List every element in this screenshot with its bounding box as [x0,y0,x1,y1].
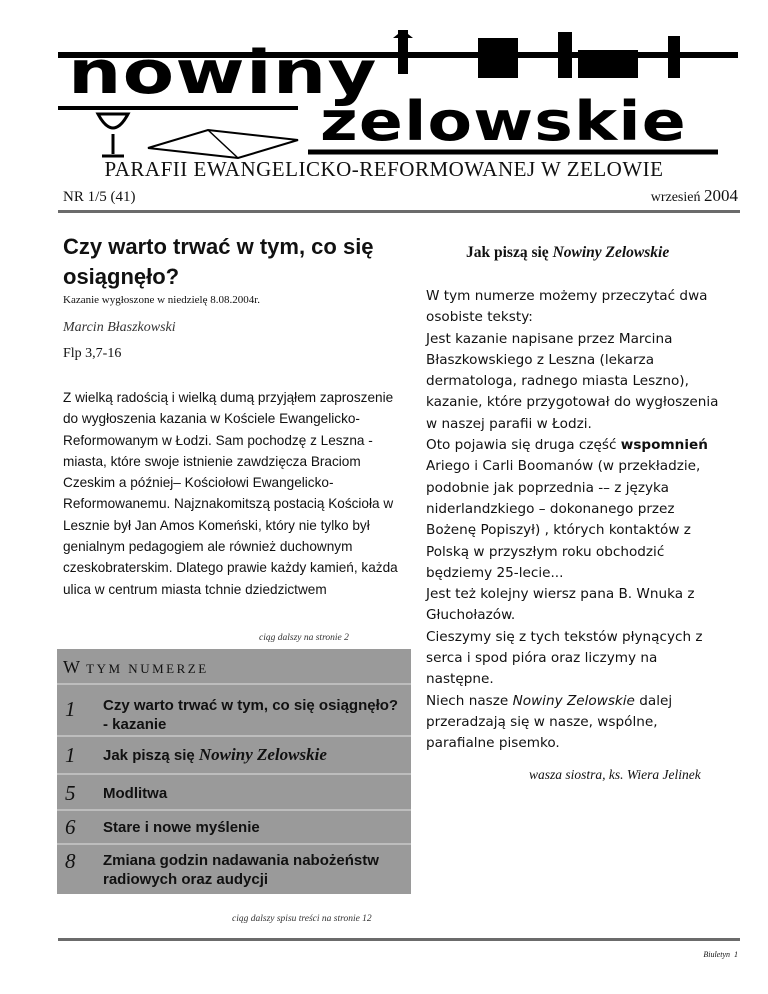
toc-item-title-prefix: Jak piszą się [103,747,199,764]
table-of-contents [57,649,411,894]
masthead-word-2: zelowskie [320,90,687,153]
side-text: Oto pojawia się druga część [426,437,621,454]
toc-item[interactable] [57,735,411,775]
toc-heading [63,657,209,678]
toc-page-number: 6 [65,815,76,839]
header-rule [58,210,740,213]
toc-continued-note: ciąg dalszy spisu treści na stronie 12 [232,914,372,924]
toc-page-number: 5 [65,781,76,805]
side-paragraph [426,435,726,584]
toc-item-title [103,745,403,765]
side-article-title-prefix: Jak piszą się [466,244,553,261]
signature: wasza siostra, ks. Wiera Jelinek [529,767,701,782]
masthead-subtitle: PARAFII EWANGELICKO-REFORMOWANEJ W ZELOWIE [104,157,664,181]
toc-heading-rest: TYM NUMERZE [86,661,209,676]
side-paragraph: Jest kazanie napisane przez Marcina Błaszkowskiego z Leszna (lekarza dermatologa, radnego miasta Leszno), kazanie, które przygotował do wygłoszenia w naszej parafii w Łodzi. [426,330,719,432]
side-text: Ariego i Carli Boomanów (w przekładzie, podobnie jak poprzednia -– z języka niderlandzkiego – dokonanego przez Bożenę Popiszył) , których kontaktów z Polską w przyszłym roku obchodzić będziemy 25-lecie... [426,458,701,581]
bible-reference: Flp 3,7-16 [63,346,122,361]
side-article-title-emphasis: Nowiny Zelowskie [552,244,670,261]
toc-page-number: 1 [65,743,76,767]
side-paragraph: W tym numerze możemy przeczytać dwa osobiste teksty: [426,288,708,326]
toc-page-number: 8 [65,849,76,873]
side-text: dalej przeradzają się w nasze, wspólne, parafialne pisemko. [426,692,673,752]
footer-page-number: 1 [734,950,738,959]
side-article-body [426,286,726,755]
issue-month: wrzesień [650,190,701,205]
side-text: Niech nasze [426,692,513,709]
toc-page-number: 1 [65,697,76,721]
toc-item-title: Modlitwa [103,785,168,802]
side-paragraph [426,691,726,755]
toc-item[interactable] [57,773,411,811]
issue-year: 2004 [704,186,738,205]
toc-item-title: Zmiana godzin nadawania nabożeństw radiowych oraz audycji [103,852,379,888]
footer [703,950,738,959]
side-paragraph: Cieszymy się z tych tekstów płynących z serca i spod pióra oraz liczymy na następne. [426,628,703,688]
side-italic-text: Nowiny Zelowskie [512,692,635,709]
side-article-title [466,244,669,262]
lead-article-author: Marcin Błaszkowski [63,320,176,335]
masthead [58,30,738,162]
issue-number: NR 1/5 (41) [63,189,136,205]
lead-article-subtitle: Kazanie wygłoszone w niedzielę 8.08.2004r. [63,294,261,306]
toc-item[interactable] [57,843,411,896]
footer-label: Biuletyn [703,950,730,959]
toc-item[interactable] [57,683,411,737]
toc-item[interactable] [57,809,411,845]
lead-article-title: Czy warto trwać w tym, co się osiągnęło? [63,234,374,289]
continued-note: ciąg dalszy na stronie 2 [259,633,349,643]
issue-date [651,186,738,206]
side-bold-text: wspomnień [620,437,708,454]
lead-article-body: Z wielką radością i wielką dumą przyjąłem zaproszenie do wygłoszenia kazania w Kościele Ewangelicko-Reformowanym w Łodzi. Sam pochodzę z Leszna - miasta, które swoje istnienie zawdzięcza Braciom Czeskim a później– Kościołowi Ewangelicko-Reformowanemu. Najznakomitszą postacią Kościoła w Lesznie był Jan Amos Komeński, który nie tylko był genialnym pedagogiem ale również duchownym czeskobraterskim. Dlatego prawie każdy kamień, każda ulica w centrum miasta tchnie dziedzictwem [63,390,398,597]
footer-rule [58,938,740,941]
toc-item-title: Czy warto trwać w tym, co się osiągnęło? - kazanie [103,697,399,733]
masthead-word-1: nowiny [68,38,378,108]
side-paragraph: Jest też kolejny wiersz pana B. Wnuka z Głuchołazów. [426,586,695,624]
toc-heading-initial: W [63,657,81,677]
toc-item-title-emphasis: Nowiny Zelowskie [198,745,327,764]
toc-item-title: Stare i nowe myślenie [103,819,260,836]
